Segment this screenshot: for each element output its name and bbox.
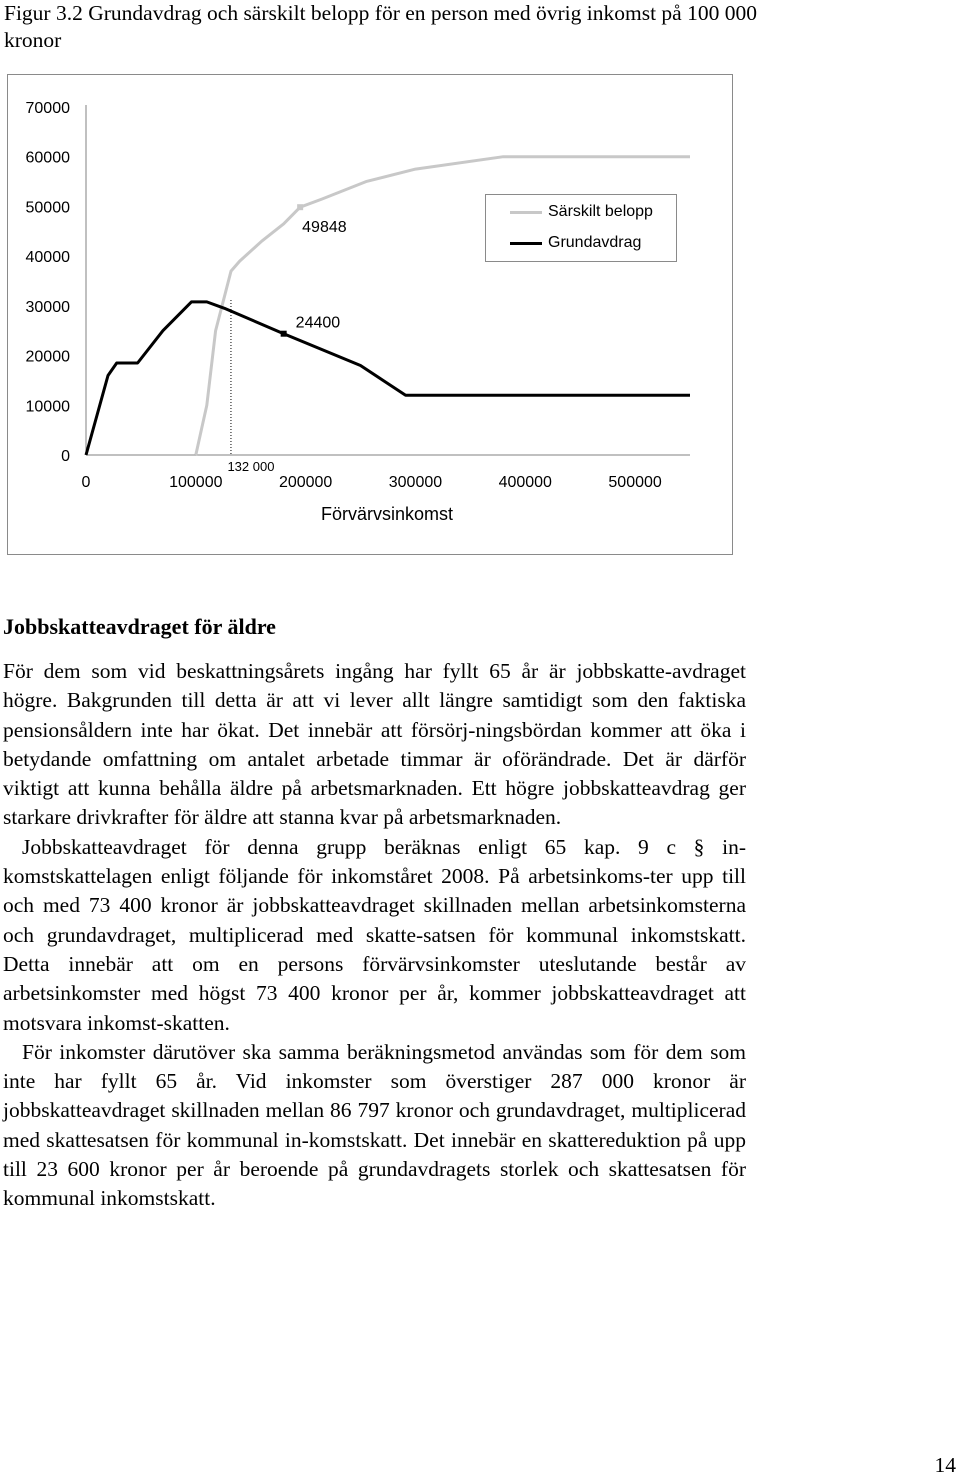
x-axis-label: Förvärvsinkomst [320,504,454,524]
legend-swatch-gray [510,211,542,214]
x-tick-label: 0 [81,474,91,491]
y-tick-label: 40000 [25,249,70,267]
y-tick-label: 30000 [25,298,70,316]
body-text [3,657,746,1214]
paragraph: För dem som vid beskattningsårets ingång har fyllt 65 år är jobbskatte-avdraget högre. Bakgrunden till detta är att vi lever allt längre samtidigt som den faktiska pensionsåldern inte har ökat. Det innebär att försörj-ningsbördan kommer att öka i betydande omfattning om antalet arbetade timmar är oförändrade. Det är därför viktigt att kunna behålla äldre på arbetsmarknaden. Ett högre jobbskatteavdrag ger starkare drivkrafter för äldre att stanna kvar på arbetsmarknaden. [3,659,746,830]
legend-item-grundavdrag [510,233,641,253]
legend-label: Särskilt belopp [548,203,653,220]
y-tick-label: 0 [61,448,70,465]
annotation-label: 24400 [295,314,341,332]
section-heading: Jobbskatteavdraget för äldre [3,614,276,639]
y-tick-label: 10000 [25,398,70,416]
legend-label: Grundavdrag [548,234,642,251]
annotation-label: 49848 [302,219,347,237]
x-tick-label: 200000 [278,474,333,491]
x-tick-labels [82,474,662,491]
x-tick-label: 100000 [169,474,223,491]
y-tick-label: 50000 [25,199,70,217]
y-tick-label: 70000 [25,100,70,117]
annotation-label: 132 000 [227,459,275,474]
paragraph: Jobbskatteavdraget för denna grupp beräknas enligt 65 kap. 9 c § in-komstskattelagen enligt följande för inkomståret 2008. På arbetsinkoms-ter upp till och med 73 400 kronor är jobbskatteavdraget skillnaden mellan arbetsinkomsterna och grundavdraget, multiplicerad med skatte-satsen för kommunal inkomstskatt. Detta innebär att om en persons förvärvsinkomster uteslutande består av arbetsinkomster med högst 73 400 kronor per år, kommer jobbskatteavdraget att motsvara inkomst-skatten. [3,834,746,1035]
annotation-layer [227,204,346,474]
figure-title: Figur 3.2 Grundavdrag och särskilt belopp för en person med övrig inkomst på 100 000 kronor [4,1,757,52]
x-tick-label: 500000 [608,474,662,491]
y-tick-labels [26,100,71,465]
x-tick-label: 300000 [388,474,443,491]
legend-item-sarskilt-belopp [510,202,653,222]
series-line-grundavdrag [86,302,690,455]
x-tick-label: 400000 [498,474,552,491]
page-number: 14 [934,1453,956,1477]
annotation-marker [281,331,287,337]
line-chart [0,0,960,570]
y-tick-label: 20000 [25,348,70,366]
y-tick-label: 60000 [25,149,70,167]
paragraph: För inkomster därutöver ska samma beräkningsmetod användas som för dem som inte har fyllt 65 år. Vid inkomster som överstiger 287 000 kronor är jobbskatteavdraget skillnaden mellan 86 797 kronor och grundavdraget, multiplicerad med skattesatsen för kommunal in-komstskatt. Det innebär en skattereduktion på upp till 23 600 kronor per år beroende på grundavdragets storlek och skattesatsen för kommunal inkomstskatt. [3,1039,746,1211]
legend-swatch-black [510,242,542,245]
annotation-marker [297,204,303,210]
chart-legend [485,194,677,262]
